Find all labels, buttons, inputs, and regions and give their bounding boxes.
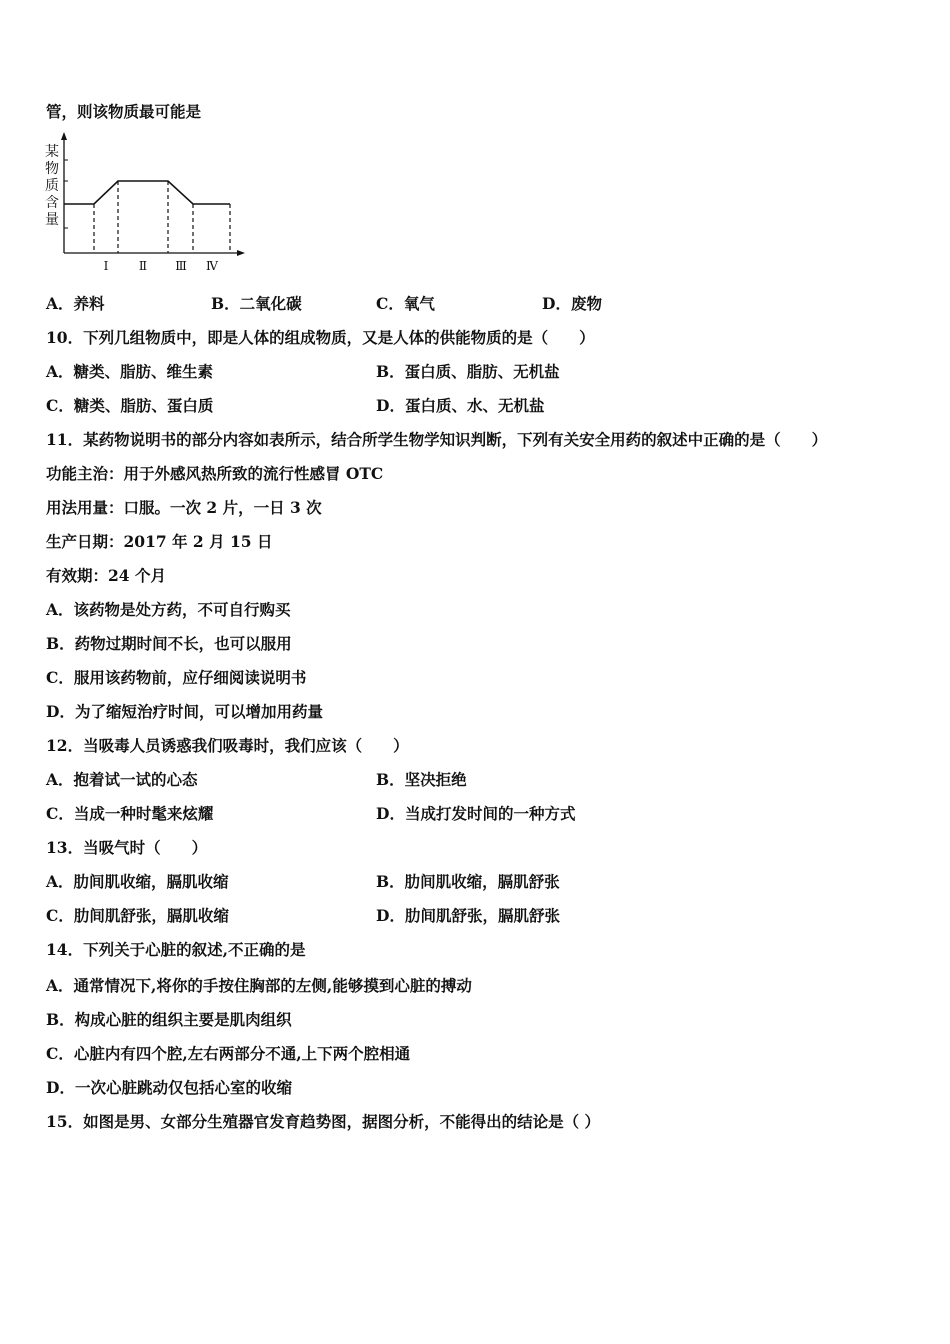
graph-y-label-char: 物 bbox=[45, 161, 59, 177]
q11-option-d[interactable]: D．为了缩短治疗时间，可以增加用药量 bbox=[46, 702, 323, 721]
q10-option-b[interactable]: B．蛋白质、脂肪、无机盐 bbox=[376, 362, 560, 381]
q13-stem: 13．当吸气时（ ） bbox=[46, 838, 208, 857]
graph-y-label-char: 量 bbox=[45, 212, 59, 228]
q11-info-function: 功能主治：用于外感风热所致的流行性感冒 OTC bbox=[46, 464, 384, 483]
q13-option-d[interactable]: D．肋间肌舒张，膈肌舒张 bbox=[376, 906, 560, 925]
q11-info-validity: 有效期：24 个月 bbox=[46, 566, 166, 585]
graph-y-label-char: 某 bbox=[45, 144, 59, 160]
q9-option-a[interactable]: A．养料 bbox=[46, 294, 105, 313]
graph-content-curve bbox=[64, 181, 230, 204]
graph-y-arrow bbox=[61, 132, 67, 140]
q13-option-c[interactable]: C．肋间肌舒张，膈肌收缩 bbox=[46, 906, 229, 925]
q12-option-c[interactable]: C．当成一种时髦来炫耀 bbox=[46, 804, 214, 823]
q9-option-d[interactable]: D．废物 bbox=[542, 294, 602, 313]
q14-option-d[interactable]: D．一次心脏跳动仅包括心室的收缩 bbox=[46, 1078, 292, 1097]
graph-x-tick-label: Ⅲ bbox=[175, 259, 187, 273]
q13-option-b[interactable]: B．肋间肌收缩，膈肌舒张 bbox=[376, 872, 560, 891]
graph-x-arrow bbox=[237, 250, 245, 256]
q11-info-production-date: 生产日期：2017 年 2 月 15 日 bbox=[46, 532, 273, 551]
q11-option-c[interactable]: C．服用该药物前，应仔细阅读说明书 bbox=[46, 668, 307, 687]
q13-option-a[interactable]: A．肋间肌收缩，膈肌收缩 bbox=[46, 872, 229, 891]
q14-option-a[interactable]: A．通常情况下,将你的手按住胸部的左侧,能够摸到心脏的搏动 bbox=[46, 976, 472, 995]
q12-stem: 12．当吸毒人员诱惑我们吸毒时，我们应该（ ） bbox=[46, 736, 409, 755]
q11-stem: 11．某药物说明书的部分内容如表所示，结合所学生物学知识判断，下列有关安全用药的叙述中正确的是（ ） bbox=[46, 430, 828, 449]
q12-option-a[interactable]: A．抱着试一试的心态 bbox=[46, 770, 198, 789]
q11-option-b[interactable]: B．药物过期时间不长，也可以服用 bbox=[46, 634, 292, 653]
q14-option-b[interactable]: B．构成心脏的组织主要是肌肉组织 bbox=[46, 1010, 292, 1029]
graph-x-tick-label: Ⅰ bbox=[103, 259, 109, 273]
q14-option-c[interactable]: C．心脏内有四个腔,左右两部分不通,上下两个腔相通 bbox=[46, 1044, 411, 1063]
q9-stem-tail: 管，则该物质最可能是 bbox=[46, 102, 202, 121]
q11-option-a[interactable]: A．该药物是处方药，不可自行购买 bbox=[46, 600, 291, 619]
graph-y-label-char: 质 bbox=[45, 178, 59, 194]
q12-option-d[interactable]: D．当成打发时间的一种方式 bbox=[376, 804, 576, 823]
q10-stem: 10．下列几组物质中，即是人体的组成物质，又是人体的供能物质的是（ ） bbox=[46, 328, 595, 347]
q12-option-b[interactable]: B．坚决拒绝 bbox=[376, 770, 467, 789]
q14-stem: 14．下列关于心脏的叙述,不正确的是 bbox=[46, 940, 306, 959]
q10-option-a[interactable]: A．糖类、脂肪、维生素 bbox=[46, 362, 214, 381]
q9-graph bbox=[40, 130, 250, 275]
q11-info-dosage: 用法用量：口服。一次 2 片，一日 3 次 bbox=[46, 498, 322, 517]
graph-y-label-char: 含 bbox=[45, 195, 59, 211]
q15-stem: 15．如图是男、女部分生殖器官发育趋势图，据图分析，不能得出的结论是（ ） bbox=[46, 1112, 600, 1131]
graph-x-tick-label: Ⅱ bbox=[138, 259, 148, 273]
q10-option-d[interactable]: D．蛋白质、水、无机盐 bbox=[376, 396, 545, 415]
q10-option-c[interactable]: C．糖类、脂肪、蛋白质 bbox=[46, 396, 214, 415]
q9-option-c[interactable]: C．氧气 bbox=[376, 294, 435, 313]
graph-x-tick-label: Ⅳ bbox=[206, 259, 218, 273]
q9-option-b[interactable]: B．二氧化碳 bbox=[211, 294, 302, 313]
